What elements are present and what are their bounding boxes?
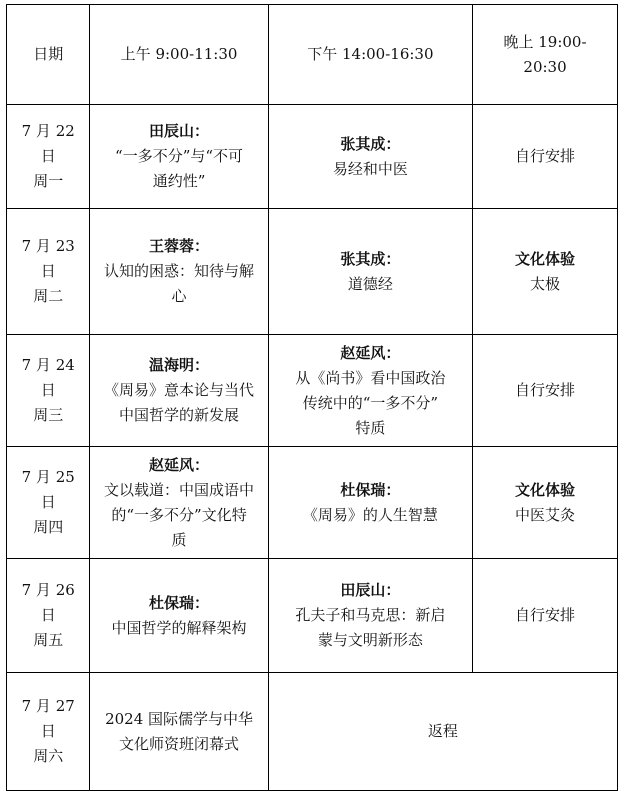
topic-line: 《周易》意本论与当代: [104, 381, 255, 399]
date-text: 7 月 22 日: [21, 122, 75, 165]
topic-line: “一多不分”与“不可: [115, 147, 244, 165]
topic-line: 道德经: [347, 274, 393, 293]
evening-text: 自行安排: [515, 147, 576, 165]
topic-line: 《周易》的人生智慧: [302, 505, 438, 524]
afternoon-evening-merged-cell: [268, 673, 617, 791]
table-row: [7, 447, 618, 559]
date-text: 7 月 23 日: [21, 237, 75, 280]
morning-cell: [90, 335, 268, 447]
date-cell: [7, 209, 90, 335]
afternoon-cell: [268, 335, 472, 447]
table-row: [7, 105, 618, 209]
afternoon-cell: [268, 447, 472, 559]
weekday-text: 周三: [33, 406, 64, 424]
weekday-text: 周五: [33, 631, 64, 649]
morning-cell: [90, 209, 268, 335]
evening-text: 自行安排: [515, 381, 576, 399]
topic-line: 心: [171, 287, 187, 305]
table-row: [7, 559, 618, 673]
date-text: 7 月 25 日: [21, 468, 75, 511]
morning-cell: [90, 447, 268, 559]
topic-line: 通约性”: [152, 172, 206, 190]
header-evening: [473, 5, 618, 105]
topic-line: 易经和中医: [332, 159, 408, 178]
date-text: 7 月 27 日: [21, 697, 75, 740]
afternoon-cell: [268, 209, 472, 335]
speaker-name: 张其成：: [340, 249, 401, 268]
topic-line: 特质: [355, 418, 386, 437]
speaker-name: 杜保瑞：: [149, 593, 210, 612]
weekday-text: 周一: [33, 172, 64, 190]
evening-title: 文化体验: [515, 480, 576, 499]
table-row: [7, 209, 618, 335]
header-row: [7, 5, 618, 105]
schedule-table: [6, 4, 618, 791]
date-text: 7 月 24 日: [21, 356, 75, 399]
weekday-text: 周四: [33, 518, 64, 536]
morning-cell: [90, 673, 268, 791]
evening-text: 太极: [530, 274, 561, 293]
weekday-text: 周二: [33, 287, 64, 305]
speaker-name: 田辰山：: [340, 581, 401, 599]
morning-cell: [90, 559, 268, 673]
speaker-name: 杜保瑞：: [340, 480, 401, 499]
date-cell: [7, 105, 90, 209]
evening-cell: [473, 559, 618, 673]
evening-title: 文化体验: [515, 249, 576, 268]
speaker-name: 温海明：: [149, 356, 210, 374]
date-cell: [7, 559, 90, 673]
topic-line: 的“一多不分”文化特: [111, 505, 247, 524]
evening-cell: [473, 335, 618, 447]
topic-line: 中国哲学的新发展: [119, 406, 240, 424]
table-row: [7, 335, 618, 447]
topic-line: 2024 国际儒学与中华: [105, 709, 254, 728]
evening-text: 自行安排: [515, 606, 576, 624]
speaker-name: 赵延风：: [340, 343, 401, 362]
date-cell: [7, 673, 90, 791]
topic-line: 中国哲学的解释架构: [111, 618, 247, 637]
afternoon-cell: [268, 559, 472, 673]
topic-line: 传统中的“一多不分”: [302, 393, 439, 412]
evening-cell: [473, 209, 618, 335]
speaker-name: 赵延风：: [149, 455, 210, 474]
date-text: 7 月 26 日: [21, 581, 75, 624]
return-text: 返程: [427, 722, 458, 740]
evening-cell: [473, 105, 618, 209]
table-row: [7, 673, 618, 791]
weekday-text: 周六: [33, 747, 64, 765]
speaker-name: 田辰山：: [149, 122, 210, 140]
header-evening-line2: 20:30: [523, 57, 567, 76]
header-evening-line1: 晚上 19:00-: [503, 32, 587, 51]
topic-line: 蒙与文明新形态: [317, 631, 423, 649]
header-morning: 上午 9:00-11:30: [90, 5, 268, 105]
topic-line: 质: [171, 530, 187, 549]
speaker-name: 张其成：: [340, 134, 401, 153]
header-afternoon: 下午 14:00-16:30: [268, 5, 472, 105]
date-cell: [7, 447, 90, 559]
afternoon-cell: [268, 105, 472, 209]
topic-line: 孔夫子和马克思：新启: [295, 606, 446, 624]
topic-line: 认知的困惑：知待与解: [104, 262, 255, 280]
evening-cell: [473, 447, 618, 559]
evening-text: 中医艾灸: [515, 505, 576, 524]
speaker-name: 王蓉蓉：: [149, 237, 210, 255]
topic-line: 文以载道：中国成语中: [104, 480, 255, 499]
topic-line: 从《尚书》看中国政治: [295, 368, 446, 387]
morning-cell: [90, 105, 268, 209]
topic-line: 文化师资班闭幕式: [119, 734, 240, 753]
date-cell: [7, 335, 90, 447]
header-date: 日期: [7, 5, 90, 105]
